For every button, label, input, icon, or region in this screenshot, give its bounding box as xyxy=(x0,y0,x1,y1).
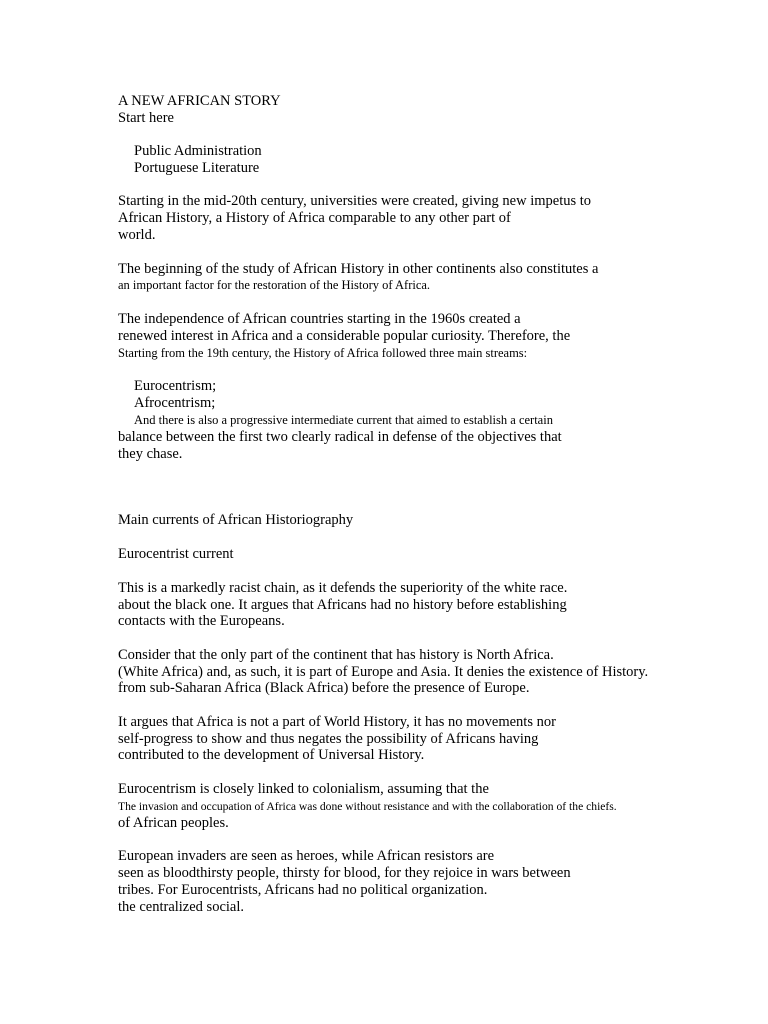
paragraph-line: Consider that the only part of the continent that has history is North Africa. xyxy=(118,647,554,663)
paragraph-line: an important factor for the restoration of the History of Africa. xyxy=(118,278,431,292)
paragraph-line: balance between the first two clearly radical in defense of the objectives that xyxy=(118,429,562,445)
paragraph-line: (White Africa) and, as such, it is part of Europe and Asia. It denies the existence of History. xyxy=(118,664,649,680)
paragraph-line: African History, a History of Africa comparable to any other part of xyxy=(118,210,511,226)
paragraph-line: tribes. For Eurocentrists, Africans had no political organization. xyxy=(118,882,488,898)
paragraph-line: The independence of African countries starting in the 1960s created a xyxy=(118,311,521,327)
start-here-text: Start here xyxy=(118,110,174,126)
paragraph-line: contributed to the development of Universal History. xyxy=(118,747,425,763)
paragraph-line: seen as bloodthirsty people, thirsty for blood, for they rejoice in wars between xyxy=(118,865,571,881)
document-title: A NEW AFRICAN STORY xyxy=(118,93,281,109)
stream-item: Afrocentrism; xyxy=(134,395,216,411)
paragraph-line: Starting in the mid-20th century, universities were created, giving new impetus to xyxy=(118,193,592,209)
paragraph-line: of African peoples. xyxy=(118,815,229,831)
paragraph-line: Starting from the 19th century, the History of Africa followed three main streams: xyxy=(118,346,528,360)
paragraph-line: about the black one. It argues that Africans had no history before establishing xyxy=(118,597,567,613)
paragraph-line: Eurocentrism is closely linked to colonialism, assuming that the xyxy=(118,781,489,797)
paragraph-line: It argues that Africa is not a part of World History, it has no movements nor xyxy=(118,714,556,730)
paragraph-line: renewed interest in Africa and a considerable popular curiosity. Therefore, the xyxy=(118,328,571,344)
paragraph-line: the centralized social. xyxy=(118,899,245,915)
paragraph-line: European invaders are seen as heroes, while African resistors are xyxy=(118,848,495,864)
topic-item: Portuguese Literature xyxy=(134,160,260,176)
topic-item: Public Administration xyxy=(134,143,262,159)
paragraph-line: The beginning of the study of African History in other continents also constitutes a xyxy=(118,261,599,277)
paragraph-line: The invasion and occupation of Africa was done without resistance and with the collaboration of the chiefs. xyxy=(118,800,617,813)
stream-item: Eurocentrism; xyxy=(134,378,217,394)
paragraph-line: from sub-Saharan Africa (Black Africa) before the presence of Europe. xyxy=(118,680,530,696)
section-heading: Main currents of African Historiography xyxy=(118,512,354,528)
section-heading: Eurocentrist current xyxy=(118,546,234,562)
paragraph-line: they chase. xyxy=(118,446,183,462)
paragraph-line: self-progress to show and thus negates the possibility of Africans having xyxy=(118,731,539,747)
paragraph-line: This is a markedly racist chain, as it defends the superiority of the white race. xyxy=(118,580,568,596)
paragraph-line: world. xyxy=(118,227,156,243)
paragraph-line: contacts with the Europeans. xyxy=(118,613,285,629)
stream-item: And there is also a progressive intermediate current that aimed to establish a certain xyxy=(134,413,553,427)
